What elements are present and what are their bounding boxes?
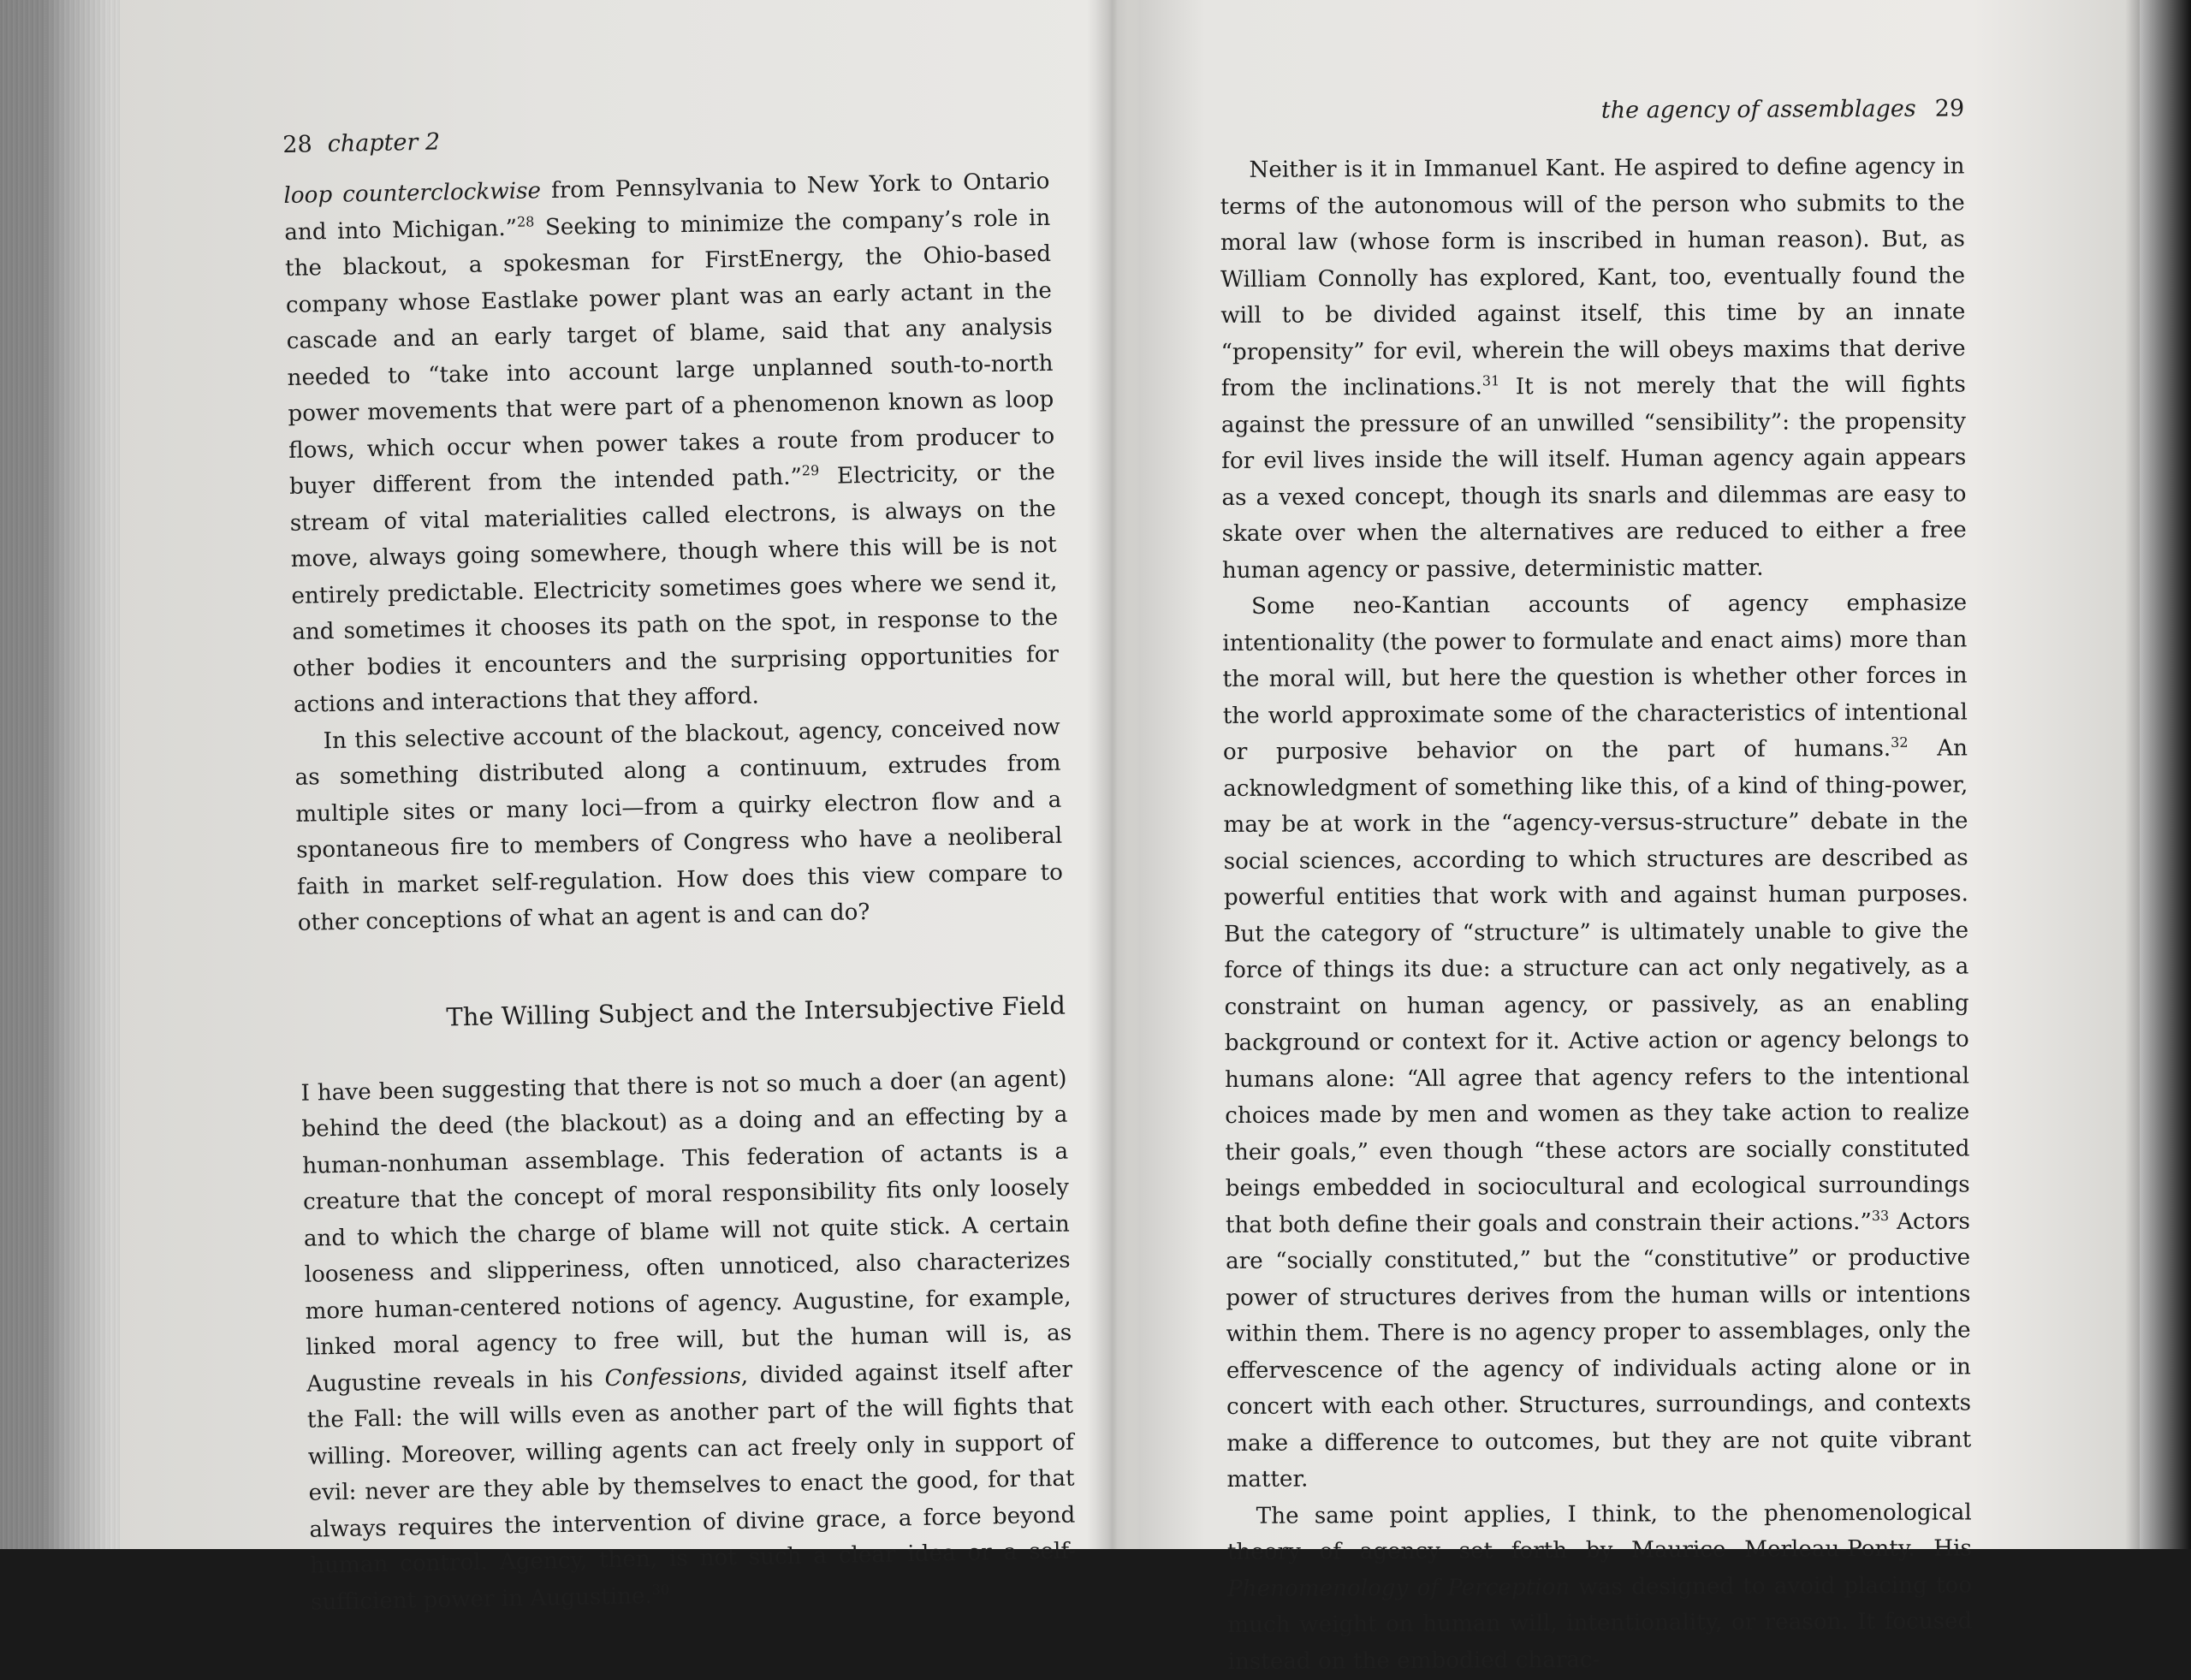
- left-page-body: [283, 163, 1077, 1621]
- left-running-head: [282, 114, 1049, 163]
- text-run: Neither is it in Immanuel Kant. He aspired to define agency in terms of the autonomous will of the person who submits to the moral law (whose form is inscribed in human reason). But, as William Connolly has explored, Kant, too, eventually found the will to be divided against itself, this time by an innate “propensity” for evil, wherein the will obeys maxims that derive from the inclinations.: [1220, 153, 1966, 401]
- text-run: Electricity, or the stream of vital materialities called electrons, is always on the move, always going somewhere, though where this will be is not entirely predictable. Electricity sometimes goes where we send it, and sometimes it chooses its path on the spot, in response to the other bodies it encounters and the surprising opportunities for actions and interactions that they afford.: [289, 459, 1060, 718]
- text-run: The same point applies, I think, to the phenomenological theory of agency set forth by Maurice Merleau-Ponty. His: [1226, 1499, 1972, 1565]
- footnote-ref: 32: [1891, 733, 1909, 751]
- text-run: It is not merely that the will fights against the pressure of an unwilled “sensibility”: the propensity for evil lives inside the will itself. Human agency again appears as a vexed concept, though its snarls and dilemmas are easy to skate over when the alternatives are reduced to either a free human agency or passive, deterministic matter.: [1220, 371, 1967, 584]
- text-run: was designed to avoid placing too much weight on human will, intentionality, or reason. It focused instead on the embodied charac-: [1227, 1571, 1973, 1675]
- right-page-number: 29: [1934, 95, 1965, 122]
- italic-text: Confessions: [604, 1362, 742, 1392]
- text-run: Seeking to minimize the company’s role in the blackout, a spokesman for FirstEnergy, the Ohio-based company whose Eastlake power plant was an early actant in the cascade and an early target of blame, said that any analysis needed to “take into account large unplanned south-to-north power movements that were part of a phenomenon known as loop flows, which occur when power takes a route from producer to buyer different from the intended path.”: [284, 205, 1055, 500]
- left-page: [282, 114, 1077, 1621]
- italic-text: Phenomenology of Perception: [1227, 1574, 1571, 1602]
- left-paragraph-3: [300, 1060, 1077, 1621]
- right-page-body: [1220, 148, 1972, 1680]
- text-run: Actors are “socially constituted,” but the “constitutive” or productive power of structures derives from the human wills or intentions within them. There is no agency proper to assemblages, only the effervescence of the agency of individuals acting alone or in concert with each other. Structures, surroundings, and contexts make a difference to outcomes, but they are not quite vibrant matter.: [1226, 1208, 1972, 1493]
- left-running-title: chapter 2: [327, 128, 441, 157]
- text-run: , divided against itself after the Fall: the will wills even as another part of the will fights that willing. Moreover, willing agents can act freely only in support of evil: never are they able by themselves to enact the good, for that always requires the intervention of divine grace, a force beyond human control. Agency, then, is not such a clear idea or a self-sufficient power in Augustine.: [306, 1356, 1077, 1616]
- left-paragraph-1: [283, 163, 1060, 724]
- right-paragraph-1: [1220, 148, 1967, 589]
- right-paragraph-2: [1222, 585, 1972, 1498]
- left-paragraph-2: In this selective account of the blackout, agency, conceived now as something distributed along a continuum, extrudes from multiple sites or many loci—from a quirky electron flow and a spontaneous fire to members of Congress who have a neoliberal faith in market self-regulation. How does this view compare to other conceptions of what an agent is and can do?: [294, 714, 1064, 936]
- text-run: I have been suggesting that there is not so much a doer (an agent) behind the deed (the blackout) as a doing and an effecting by a human-nonhuman assemblage. This federation of actants is a creature that the concept of moral responsibility fits only loosely and to which the charge of blame will not quite stick. A certain looseness and slipperiness, often unnoticed, also characterizes more human-centered notions of agency. Augustine, for example, linked moral agency to free will, but the human will is, as Augustine reveals in his: [300, 1066, 1072, 1398]
- section-heading: The Willing Subject and the Intersubjective Field: [446, 990, 1066, 1032]
- left-page-edges: [0, 0, 120, 1549]
- left-page-number: 28: [282, 131, 313, 158]
- right-page: [1220, 92, 1973, 1680]
- right-page-edges: [2140, 0, 2191, 1549]
- footnote-ref: 33: [1871, 1207, 1890, 1224]
- footnote-ref: 31: [1481, 372, 1500, 389]
- footnote-ref: 29: [801, 462, 820, 479]
- italic-text: loop counterclockwise: [283, 178, 542, 209]
- text-run: from Pennsylvania to New York to Ontario and into Michigan.”: [284, 168, 1050, 246]
- text-run: An acknowledgment of something like this, of a kind of thing-power, may be at work in the “agency-versus-structure” debate in the social sciences, according to which structures are described as powerful entities that work with and against human purposes. But the category of “structure” is ultimately unable to give the force of things its due: a structure can act only negatively, as a constraint on human agency, or passively, as an enabling background or context for it. Active action or agency belongs to humans alone: “All agree that agency refers to the intentional choices made by men and women as they take action to realize their goals,” even though “these actors are socially constituted beings embedded in sociocultural and ecological surroundings that both define their goals and constrain their actions.”: [1223, 735, 1970, 1238]
- right-paragraph-3: [1227, 1494, 1973, 1680]
- footnote-ref: 30: [651, 1581, 670, 1598]
- text-run: Some neo-Kantian accounts of agency emphasize intentionality (the power to formulate and enact aims) more than the moral will, but here the question is whether other forces in the world approximate some of the characteristics of intentional or purposive behavior on the part of humans.: [1222, 590, 1968, 765]
- footnote-ref: 28: [516, 212, 535, 230]
- book-gutter: [1087, 0, 1138, 1549]
- right-running-title: the agency of assemblages: [1600, 95, 1916, 124]
- right-running-head: [1220, 92, 1964, 130]
